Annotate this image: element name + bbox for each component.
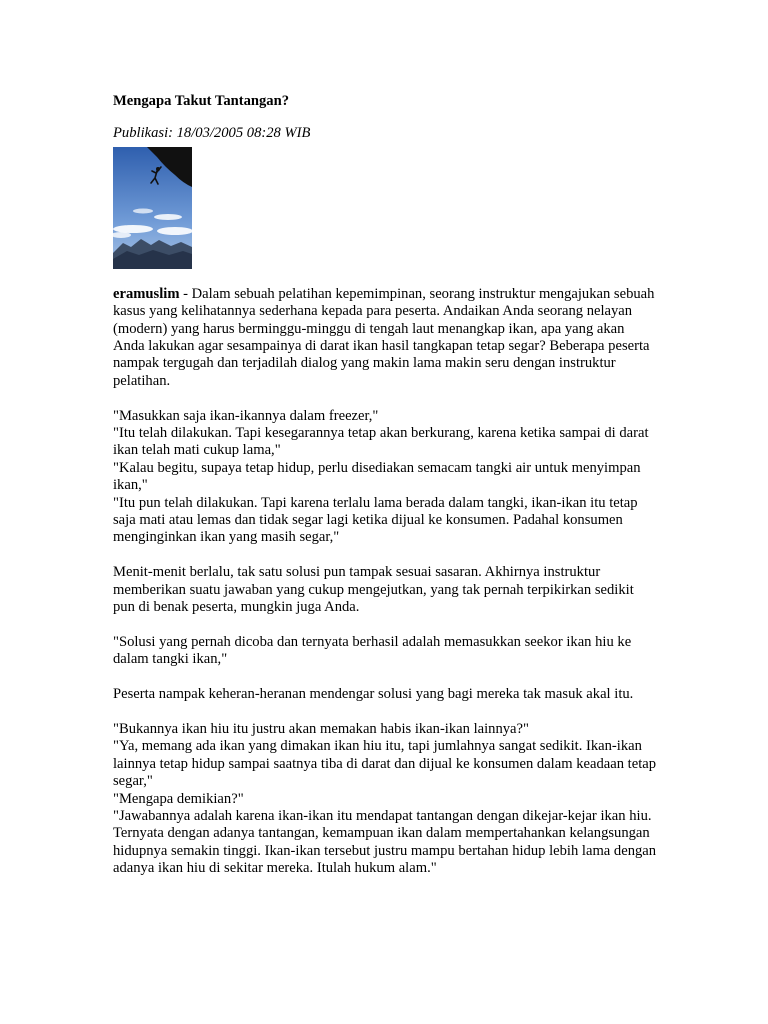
paragraph-3: "Solusi yang pernah dicoba dan ternyata berhasil adalah memasukkan seekor ikan hiu ke dalam tangki ikan,"	[113, 633, 632, 668]
dialog-line: "Itu pun telah dilakukan. Tapi karena terlalu lama berada dalam tangki, ikan-ikan itu tetap saja mati atau lemas dan tidak segar lagi ketika dijual ke konsumen. Padahal konsumen menginginkan ikan yang masih segar,"	[113, 494, 638, 546]
dialog-line: "Jawabannya adalah karena ikan-ikan itu mendapat tantangan dengan dikejar-kejar ikan hiu. Ternyata dengan adanya tantangan, kemampuan ikan dalam mempertahankan kelangsungan hidupnya semakin tinggi. Ikan-ikan tersebut justru mampu bertahan hidup lebih lama dengan adanya ikan hiu di sekitar mereka. Itulah hukum alam."	[113, 807, 657, 877]
dialog-line: "Mengapa demikian?"	[113, 790, 244, 807]
intro-paragraph	[113, 286, 658, 390]
dialog-line: "Kalau begitu, supaya tetap hidup, perlu disediakan semacam tangki air untuk menyimpan ikan,"	[113, 459, 641, 494]
climber-over-mountains-photo	[113, 147, 192, 269]
source-name: eramuslim	[113, 285, 180, 302]
article	[113, 93, 658, 878]
dialog-line: "Ya, memang ada ikan yang dimakan ikan hiu itu, tapi jumlahnya sangat sedikit. Ikan-ikan lainnya tetap hidup sampai saatnya tiba di darat dan dijual ke konsumen dalam keadaan tetap segar,"	[113, 738, 657, 790]
intro-text: - Dalam sebuah pelatihan kepemimpinan, seorang instruktur mengajukan sebuah kasus yang kelihatannya sederhana kepada para peserta. Andaikan Anda seorang nelayan (modern) yang harus berminggu-minggu di tengah laut menangkap ikan, apa yang akan Anda lakukan agar sesampainya di darat ikan hasil tangkapan tetap segar? Beberapa peserta nampak tergugah dan terjadilah dialog yang makin lama makin seru dengan instruktur pelatihan.	[113, 285, 655, 389]
publication-date: Publikasi: 18/03/2005 08:28 WIB	[113, 125, 311, 142]
article-title: Mengapa Takut Tantangan?	[113, 93, 290, 109]
paragraph-2: Menit-menit berlalu, tak satu solusi pun tampak sesuai sasaran. Akhirnya instruktur memberikan suatu jawaban yang cukup mengejutkan, yang tak pernah terpikirkan sedikit pun di benak peserta, mungkin juga Anda.	[113, 564, 634, 616]
dialog-line: "Itu telah dilakukan. Tapi kesegarannya tetap akan berkurang, karena ketika sampai di darat ikan telah mati cukup lama,"	[113, 425, 649, 459]
paragraph-4: Peserta nampak keheran-heranan mendengar solusi yang bagi mereka tak masuk akal itu.	[113, 686, 634, 703]
dialog-line: "Bukannya ikan hiu itu justru akan memakan habis ikan-ikan lainnya?"	[113, 720, 529, 737]
dialog-line: "Masukkan saja ikan-ikannya dalam freezer,"	[113, 407, 379, 424]
